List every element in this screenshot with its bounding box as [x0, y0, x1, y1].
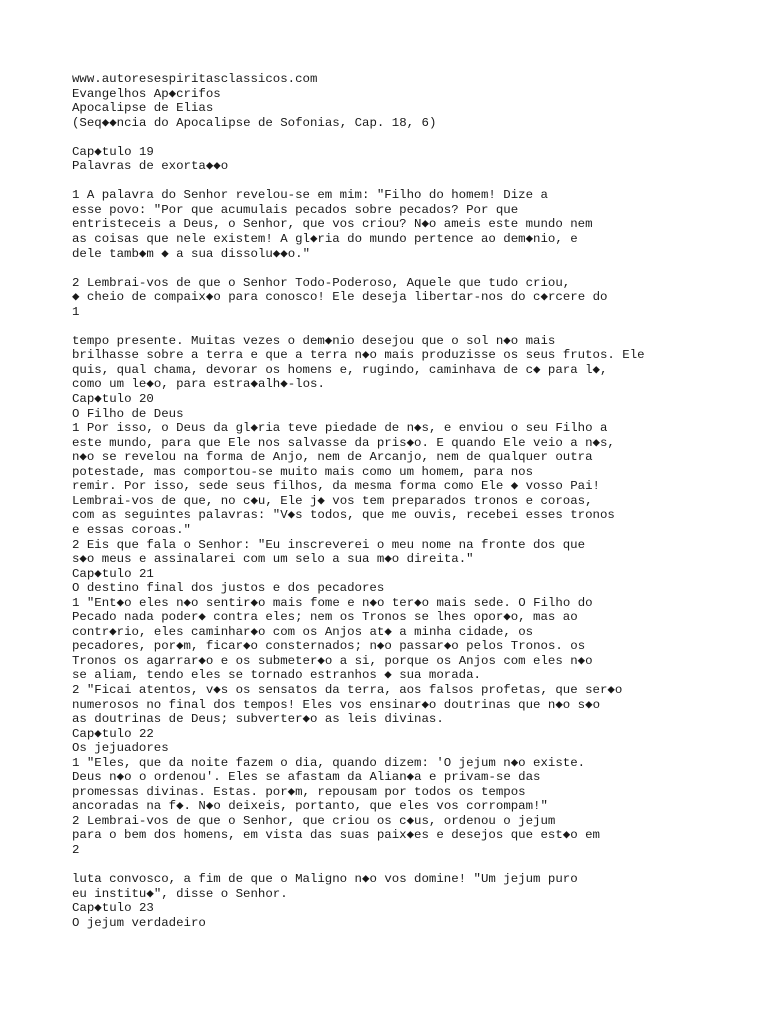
text-line: com as seguintes palavras: "V◆s todos, que me ouvis, recebei esses tronos [72, 508, 615, 523]
text-line: numerosos no final dos tempos! Eles vos ensinar◆o doutrinas que n◆o s◆o [72, 697, 600, 712]
text-line: s◆o meus e assinalarei com um selo a sua m◆o direita." [72, 552, 474, 567]
text-line: se aliam, tendo eles se tornado estranhos ◆ sua morada. [72, 668, 481, 683]
text-line: Tronos os agarrar◆o e os submeter◆o a si, porque os Anjos com eles n◆o [72, 653, 593, 668]
text-line: Cap◆tulo 23 [72, 901, 154, 916]
text-line: brilhasse sobre a terra e que a terra n◆o mais produzisse os seus frutos. Ele [72, 348, 645, 363]
text-line: para o bem dos homens, em vista das suas paix◆es e desejos que est◆o em [72, 828, 600, 843]
blank-line [72, 130, 768, 145]
text-line: Cap◆tulo 20 [72, 392, 154, 407]
document-text [72, 72, 768, 930]
blank-line [72, 858, 768, 873]
text-line: 2 Eis que fala o Senhor: "Eu inscreverei o meu nome na fronte dos que [72, 537, 586, 552]
text-line: promessas divinas. Estas. por◆m, repousam por todos os tempos [72, 784, 526, 799]
text-line: (Seq◆◆ncia do Apocalipse de Sofonias, Cap. 18, 6) [72, 115, 437, 130]
text-line: pecadores, por◆m, ficar◆o consternados; n◆o passar◆o pelos Tronos. os [72, 639, 586, 654]
text-line: ◆ cheio de compaix◆o para conosco! Ele deseja libertar-nos do c◆rcere do [72, 290, 608, 305]
text-line: tempo presente. Muitas vezes o dem◆nio desejou que o sol n◆o mais [72, 333, 556, 348]
text-line: Cap◆tulo 21 [72, 566, 154, 581]
text-line: Cap◆tulo 19 [72, 144, 154, 159]
text-line: 1 A palavra do Senhor revelou-se em mim: "Filho do homem! Dize a [72, 188, 548, 203]
text-line: eu institu◆", disse o Senhor. [72, 886, 288, 901]
text-line: 1 Por isso, o Deus da gl◆ria teve piedade de n◆s, e enviou o seu Filho a [72, 421, 608, 436]
text-line: como um le◆o, para estra◆alh◆-los. [72, 377, 325, 392]
text-line: 2 [72, 842, 80, 857]
text-line: remir. Por isso, sede seus filhos, da mesma forma como Ele ◆ vosso Pai! [72, 479, 600, 494]
text-line: 2 "Ficai atentos, v◆s os sensatos da terra, aos falsos profetas, que ser◆o [72, 682, 623, 697]
text-line: entristeceis a Deus, o Senhor, que vos criou? N◆o ameis este mundo nem [72, 217, 593, 232]
text-line: 1 "Ent◆o eles n◆o sentir◆o mais fome e n◆o ter◆o mais sede. O Filho do [72, 595, 593, 610]
text-line: as coisas que nele existem! A gl◆ria do mundo pertence ao dem◆nio, e [72, 232, 578, 247]
text-line: potestade, mas comportou-se muito mais como um homem, para nos [72, 464, 534, 479]
blank-line [72, 319, 768, 334]
text-line: 2 Lembrai-vos de que o Senhor Todo-Poderoso, Aquele que tudo criou, [72, 275, 571, 290]
text-line: Palavras de exorta◆◆o [72, 159, 229, 174]
text-line: dele tamb◆m ◆ a sua dissolu◆◆o." [72, 246, 311, 261]
text-line: Deus n◆o o ordenou'. Eles se afastam da Alian◆a e privam-se das [72, 770, 541, 785]
blank-line [72, 174, 768, 189]
text-line: O Filho de Deus [72, 406, 184, 421]
text-line: 2 Lembrai-vos de que o Senhor, que criou os c◆us, ordenou o jejum [72, 813, 556, 828]
text-line: quis, qual chama, devorar os homens e, rugindo, caminhava de c◆ para l◆, [72, 362, 608, 377]
blank-line [72, 261, 768, 276]
text-line: ancoradas na f◆. N◆o deixeis, portanto, que eles vos corrompam!" [72, 799, 548, 814]
text-line: 1 "Eles, que da noite fazem o dia, quando dizem: 'O jejum n◆o existe. [72, 755, 586, 770]
text-line: e essas coroas." [72, 522, 191, 537]
text-line: Evangelhos Ap◆crifos [72, 86, 221, 101]
text-line: esse povo: "Por que acumulais pecados sobre pecados? Por que [72, 202, 519, 217]
text-line: este mundo, para que Ele nos salvasse da pris◆o. E quando Ele veio a n◆s, [72, 435, 615, 450]
text-line: n◆o se revelou na forma de Anjo, nem de Arcanjo, nem de qualquer outra [72, 450, 593, 465]
text-line: Os jejuadores [72, 741, 169, 756]
text-line: www.autoresespiritasclassicos.com [72, 72, 318, 86]
text-line: Lembrai-vos de que, no c◆u, Ele j◆ vos tem preparados tronos e coroas, [72, 493, 593, 508]
text-line: O destino final dos justos e dos pecadores [72, 581, 385, 596]
text-line: luta convosco, a fim de que o Maligno n◆o vos domine! "Um jejum puro [72, 872, 578, 887]
text-line: O jejum verdadeiro [72, 915, 206, 930]
text-line: Pecado nada poder◆ contra eles; nem os Tronos se lhes opor◆o, mas ao [72, 610, 578, 625]
text-line: contr◆rio, eles caminhar◆o com os Anjos at◆ a minha cidade, os [72, 624, 534, 639]
text-line: Cap◆tulo 22 [72, 726, 154, 741]
text-line: 1 [72, 304, 80, 319]
text-line: as doutrinas de Deus; subverter◆o as leis divinas. [72, 712, 444, 727]
text-line: Apocalipse de Elias [72, 101, 214, 116]
